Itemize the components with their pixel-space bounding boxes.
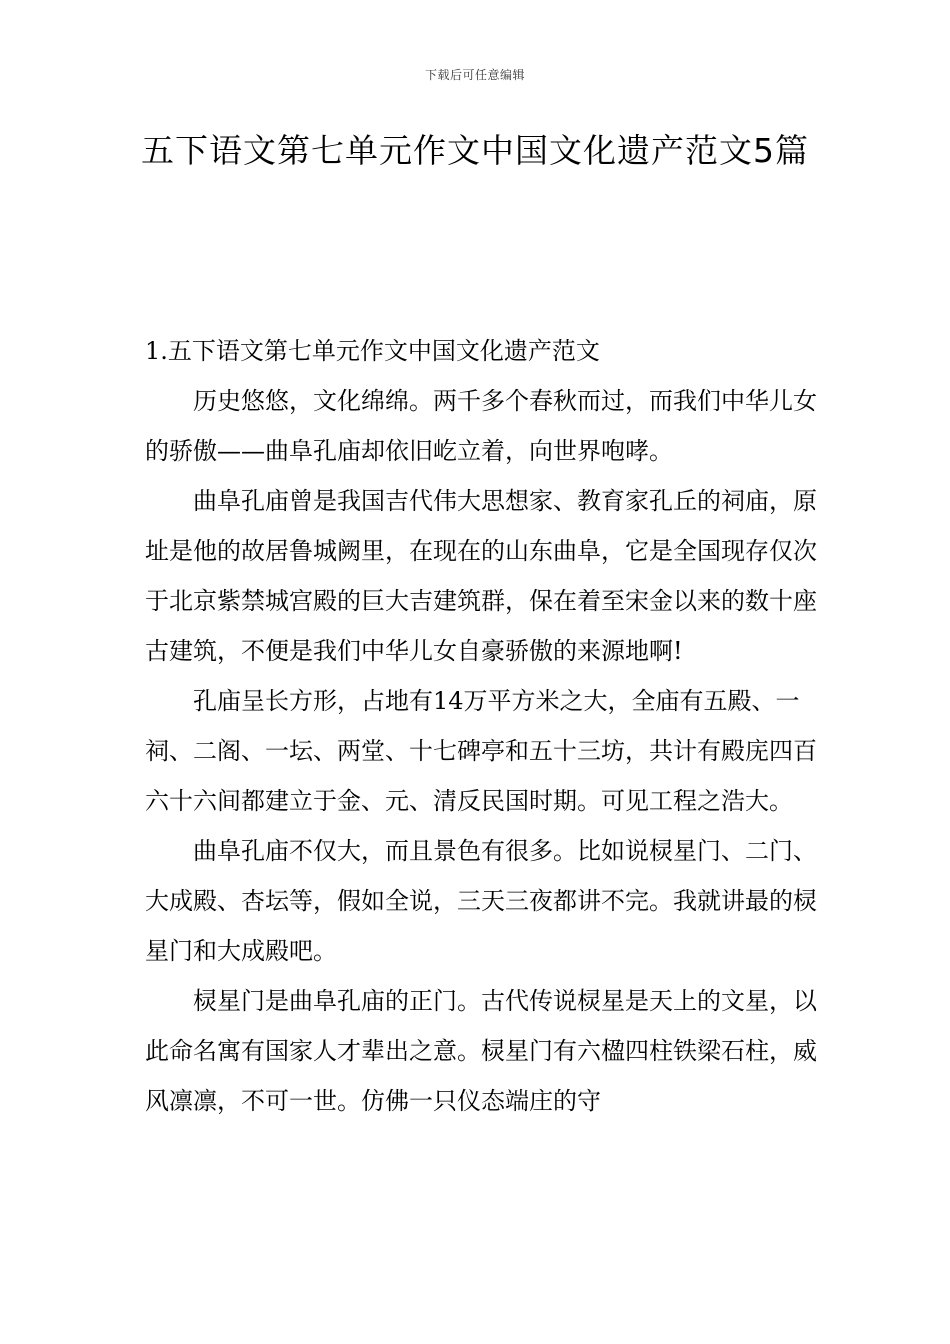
paragraph: 棂星门是曲阜孔庙的正门。古代传说棂星是天上的文星，以此命名寓有国家人才辈出之意。棂星门有六楹四柱铁梁石柱，威风凛凛，不可一世。仿佛一只仪态端庄的守 bbox=[145, 987, 817, 1115]
section-heading: 1.五下语文第七单元作文中国文化遗产范文 bbox=[145, 337, 600, 365]
paragraph: 曲阜孔庙不仅大，而且景色有很多。比如说棂星门、二门、大成殿、杏坛等，假如全说，三天三夜都讲不完。我就讲最的棂星门和大成殿吧。 bbox=[145, 837, 817, 965]
document-body bbox=[145, 326, 835, 1126]
paragraph: 孔庙呈长方形，占地有14万平方米之大，全庙有五殿、一祠、二阁、一坛、两堂、十七碑亭和五十三坊，共计有殿庑四百六十六间都建立于金、元、清反民国时期。可见工程之浩大。 bbox=[145, 687, 817, 815]
header-note: 下载后可任意编辑 bbox=[424, 68, 525, 82]
document-title: 五下语文第七单元作文中国文化遗产范文5篇 bbox=[141, 131, 809, 170]
paragraph: 曲阜孔庙曾是我国吉代伟大思想家、教育家孔丘的祠庙，原址是他的故居鲁城阙里，在现在的山东曲阜，它是全国现存仅次于北京紫禁城宫殿的巨大吉建筑群，保在着至宋金以来的数十座古建筑，不便是我们中华儿女自豪骄傲的来源地啊! bbox=[145, 487, 817, 665]
paragraph: 历史悠悠，文化绵绵。两千多个春秋而过，而我们中华儿女的骄傲——曲阜孔庙却依旧屹立着，向世界咆哮。 bbox=[145, 387, 817, 465]
